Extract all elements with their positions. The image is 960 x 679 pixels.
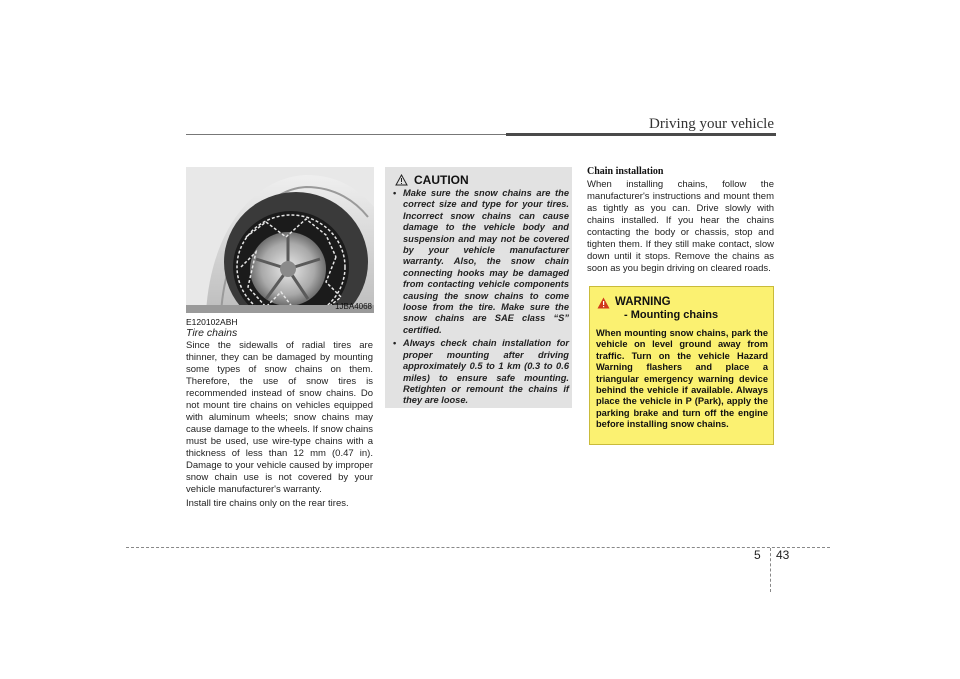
caution-list bbox=[393, 188, 569, 409]
warning-text: When mounting snow chains, park the vehicle on level ground away from traffic. Turn on the vehicle Hazard Warning flashers and place a triangular emergency warning device behind the vehicle if available. Always place the vehicle in P (Park), apply the parking brake and turn off the engine before installing snow chains. bbox=[596, 328, 768, 430]
warning-box bbox=[589, 286, 774, 445]
page-number: 43 bbox=[776, 548, 790, 562]
page-number-separator bbox=[770, 548, 771, 592]
paragraph: Since the sidewalls of radial tires are thinner, they can be damaged by mounting some types of snow chains on them. Therefore, the use of snow tires is recommended instead of snow chains. Do not mount tire chains on vehicles equipped with aluminum wheels; snow chains may cause damage to the wheels. If snow chains must be used, use wire-type chains with a thickness of less than 12 mm (0.47 in). Damage to your vehicle caused by improper snow chain use is not covered by your vehicle manufacturer's warranty. bbox=[186, 340, 373, 495]
warning-subtitle: - Mounting chains bbox=[624, 309, 719, 321]
chain-installation-heading: Chain installation bbox=[587, 166, 664, 177]
header-rule bbox=[186, 133, 776, 135]
caution-item: • Make sure the snow chains are the correct size and type for your tires. Incorrect snow chains can cause damage to the vehicle body and suspension and may not be covered by your vehicle manufacturer warranty. Also, the snow chain connecting hooks may be damaged from contacting vehicle components causing the snow chains to come loose from the tire. Make sure the snow chains are SAE class “S” certified. bbox=[393, 188, 569, 336]
page-section-title: Driving your vehicle bbox=[649, 116, 774, 132]
warning-triangle-icon bbox=[597, 297, 610, 309]
tire-chain-photo bbox=[186, 167, 374, 313]
chain-installation-body: When installing chains, follow the manufacturer's instructions and mount them as tightly as you can. Drive slowly with chains installed. If you hear the chains contacting the body or chassis, stop and tighten them. If they still make contact, slow down until it stops. Remove the chains as soon as you begin driving on cleared roads. bbox=[587, 179, 774, 274]
tire-chains-heading: Tire chains bbox=[186, 327, 238, 339]
warning-title: WARNING bbox=[615, 296, 671, 308]
caution-item: • Always check chain installation for proper mounting after driving approximately 0.5 to 1 km (0.3 to 0.6 miles) to ensure safe mounting. Retighten or remount the chains if they are loose. bbox=[393, 338, 569, 406]
section-code: E120102ABH bbox=[186, 317, 238, 327]
caution-triangle-icon bbox=[395, 174, 408, 186]
paragraph: Install tire chains only on the rear tires. bbox=[186, 498, 349, 509]
caution-title: CAUTION bbox=[414, 173, 469, 187]
tire-chains-body bbox=[186, 340, 373, 510]
tire-chain-illustration bbox=[186, 167, 374, 313]
warning-header bbox=[597, 296, 718, 322]
footer-rule bbox=[126, 547, 830, 548]
photo-code: 1JBA4068 bbox=[335, 302, 372, 311]
caution-box bbox=[385, 167, 572, 408]
page-section-number: 5 bbox=[754, 548, 761, 562]
caution-header bbox=[395, 173, 469, 187]
